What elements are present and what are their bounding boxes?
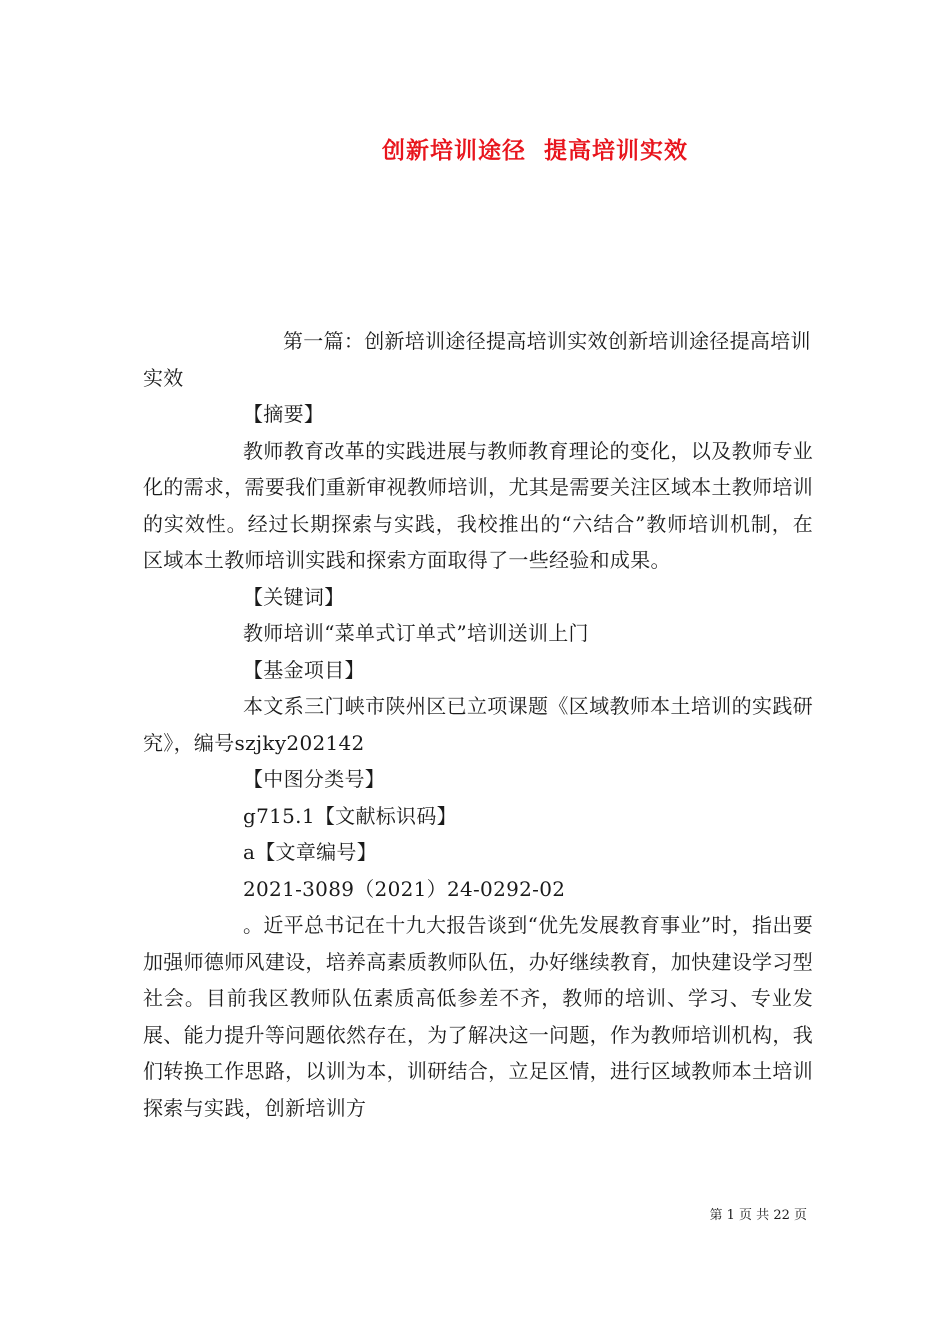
article-number: 2021-3089（2021）24-0292-02 (243, 876, 566, 901)
abstract-text: 教师教育改革的实践进展与教师教育理论的变化，以及教师专业化的需求，需要我们重新审视教师培训，尤其是需要关注区域本土教师培训的实效性。经过长期探索与实践，我校推出的“六结合”教师培训机制，在区域本土教师培训实践和探索方面取得了一些经验和成果。 (143, 438, 813, 572)
fund-text: 本文系三门峡市陕州区已立项课题《区域教师本土培训的实践研究》，编号szjky202142 (143, 694, 813, 755)
fund-label: 【基金项目】 (243, 657, 365, 682)
keywords-text: 教师培训“菜单式订单式”培训送训上门 (243, 621, 589, 645)
abstract-label: 【摘要】 (243, 402, 325, 426)
document-body (143, 323, 813, 1126)
doc-code: a【文章编号】 (243, 840, 378, 864)
document-title: 创新培训途径 提高培训实效 (381, 138, 688, 164)
main-text: 。近平总书记在十九大报告谈到“优先发展教育事业”时，指出要加强师德师风建设，培养高素质教师队伍，办好继续教育，加快建设学习型社会。目前我区教师队伍素质高低参差不齐，教师的培训、学习、专业发展、能力提升等问题依然存在，为了解决这一问题，作为教师培训机构，我们转换工作思路，以训为本，训研结合，立足区情，进行区域教师本土培训探索与实践，创新培训方 (143, 913, 813, 1120)
clc-label: 【中图分类号】 (243, 767, 386, 791)
page-footer: 第 1 页 共 22 页 (709, 1208, 807, 1223)
keywords-label: 【关键词】 (243, 584, 345, 609)
chapter-heading: 第一篇：创新培训途径提高培训实效创新培训途径提高培训实效 (143, 329, 811, 390)
clc-value: g715.1【文献标识码】 (243, 803, 457, 828)
